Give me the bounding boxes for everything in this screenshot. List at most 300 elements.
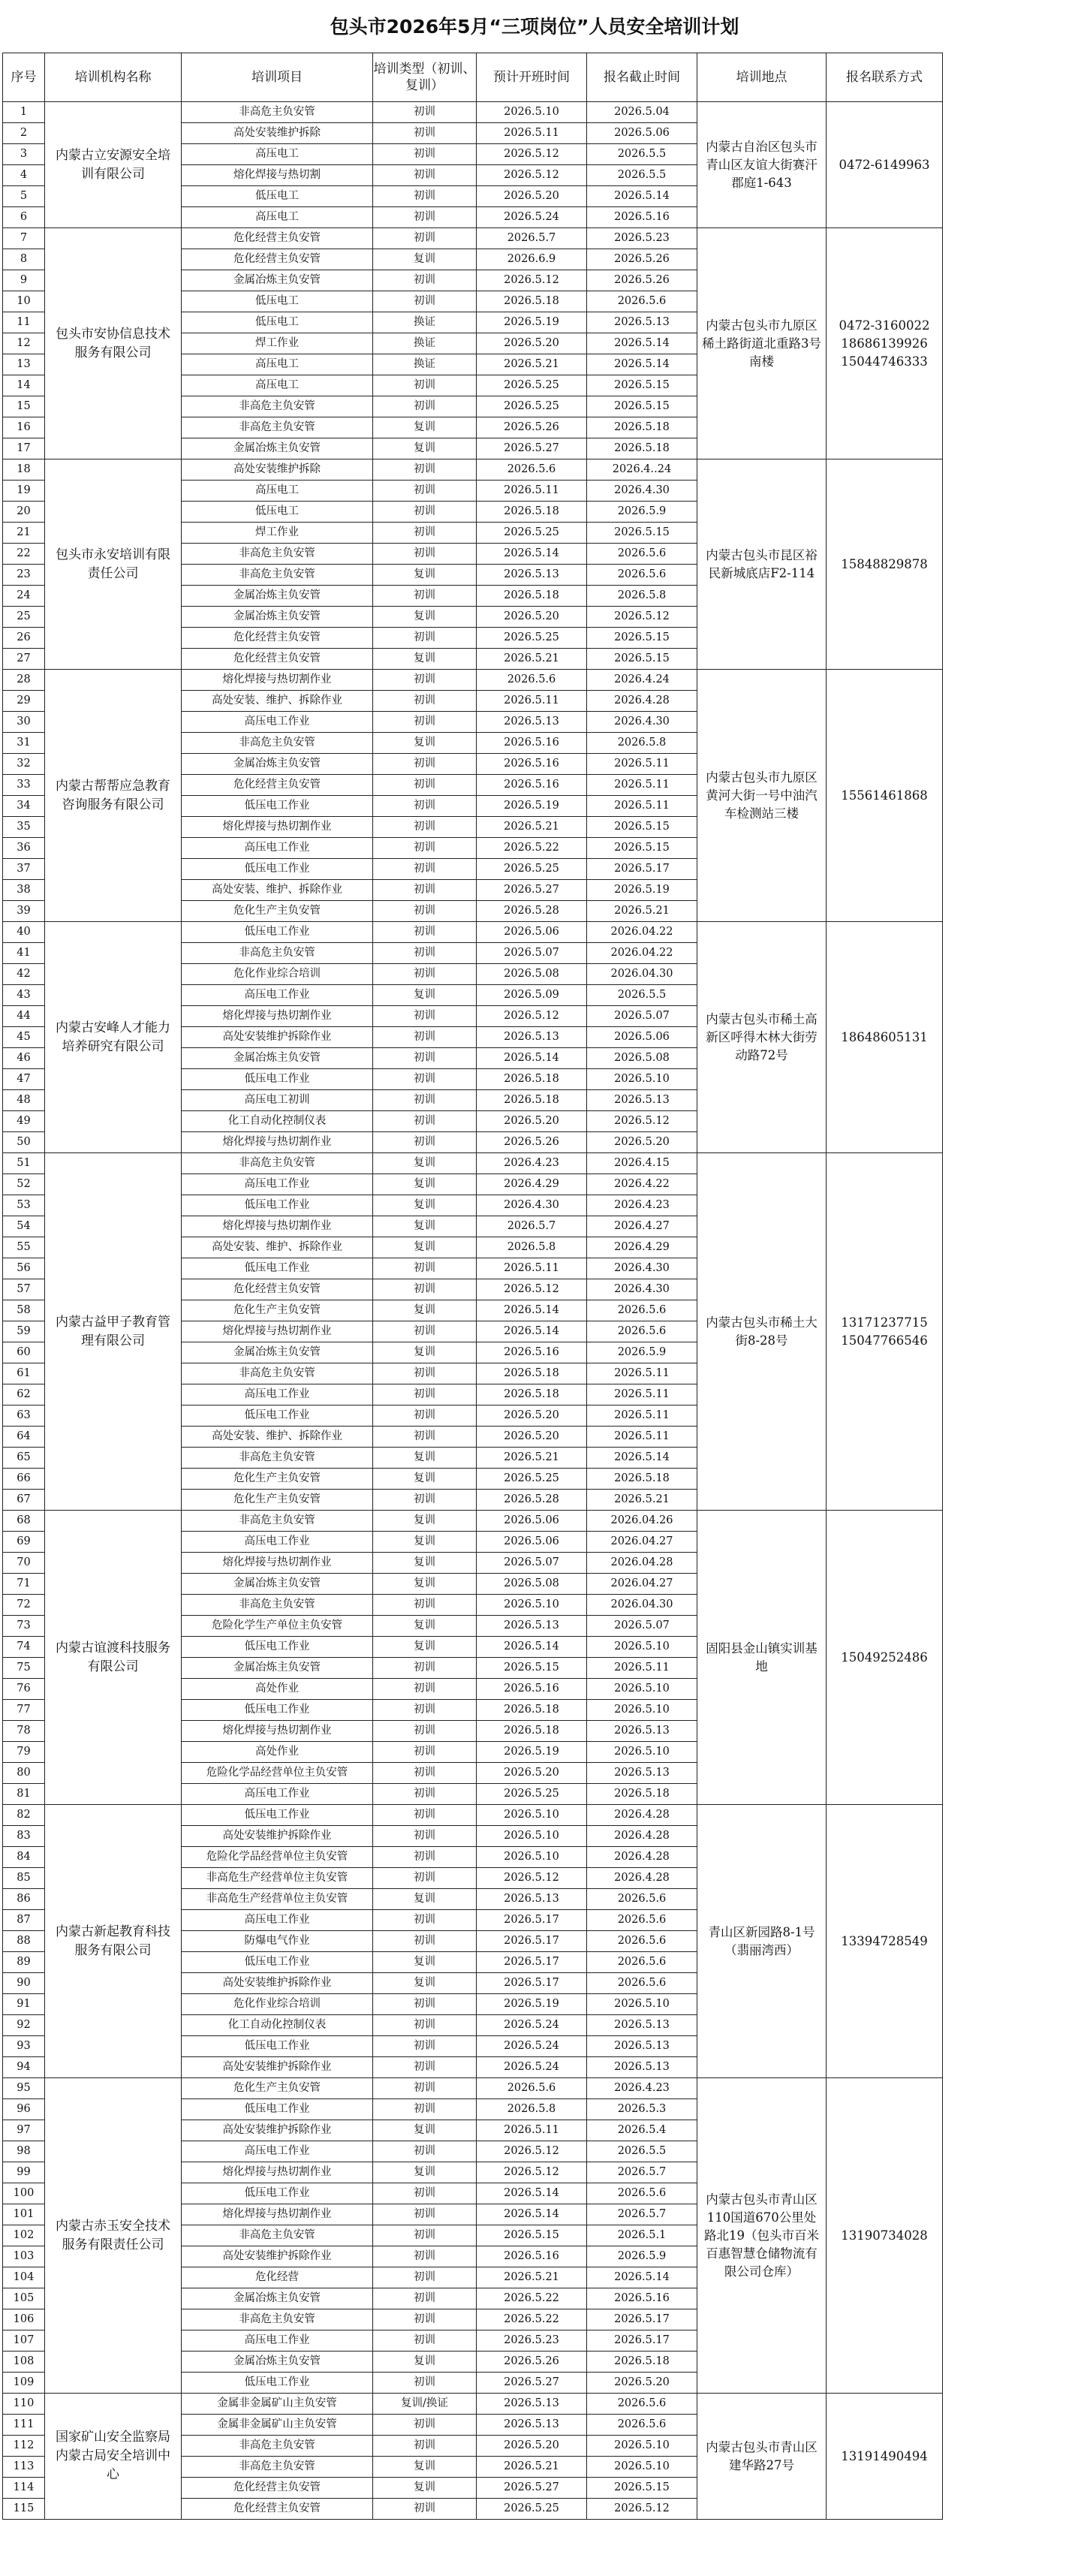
training-type: 复训: [373, 1511, 477, 1532]
row-seq: 71: [3, 1574, 45, 1595]
row-seq: 5: [3, 186, 45, 207]
start-date: 2026.5.11: [477, 123, 587, 144]
row-seq: 34: [3, 796, 45, 817]
training-item: 低压电工作业: [182, 1258, 373, 1279]
row-seq: 22: [3, 544, 45, 565]
start-date: 2026.5.19: [477, 1994, 587, 2015]
start-date: 2026.5.13: [477, 1027, 587, 1048]
table-row: [3, 2078, 943, 2099]
start-date: 2026.5.18: [477, 1384, 587, 1406]
row-seq: 27: [3, 649, 45, 670]
row-seq: 39: [3, 901, 45, 922]
row-seq: 11: [3, 312, 45, 333]
start-date: 2026.5.25: [477, 628, 587, 649]
start-date: 2026.5.18: [477, 1069, 587, 1090]
start-date: 2026.5.28: [477, 1490, 587, 1511]
training-item: 熔化焊接与热切割作业: [182, 1321, 373, 1342]
training-type: 初训: [373, 1027, 477, 1048]
training-type: 初训: [373, 2015, 477, 2036]
training-type: 初训: [373, 2036, 477, 2057]
header-row: [3, 53, 943, 102]
training-type: 复训: [373, 1889, 477, 1910]
deadline-date: 2026.5.06: [587, 123, 697, 144]
start-date: 2026.5.19: [477, 1742, 587, 1763]
training-item: 危化经营主负安管: [182, 775, 373, 796]
row-seq: 82: [3, 1805, 45, 1826]
start-date: 2026.5.14: [477, 544, 587, 565]
training-item: 熔化焊接与热切割作业: [182, 1721, 373, 1742]
training-item: 高处作业: [182, 1679, 373, 1700]
start-date: 2026.5.12: [477, 144, 587, 165]
location-cell: 内蒙古包头市稀土高新区呼得木林大街劳动路72号: [697, 922, 827, 1153]
training-item: 高压电工作业: [182, 2330, 373, 2352]
deadline-date: 2026.04.27: [587, 1574, 697, 1595]
deadline-date: 2026.5.16: [587, 2288, 697, 2309]
training-type: 初训: [373, 1910, 477, 1931]
row-seq: 87: [3, 1910, 45, 1931]
row-seq: 84: [3, 1847, 45, 1868]
contact-cell: 13394728549: [827, 1805, 943, 2078]
deadline-date: 2026.5.7: [587, 2204, 697, 2225]
table-row: [3, 102, 943, 123]
start-date: 2026.5.06: [477, 922, 587, 943]
contact-cell: 13191490494: [827, 2394, 943, 2520]
row-seq: 59: [3, 1321, 45, 1342]
training-item: 高压电工作业: [182, 1384, 373, 1406]
row-seq: 62: [3, 1384, 45, 1406]
training-type: 初训: [373, 502, 477, 523]
start-date: 2026.5.25: [477, 859, 587, 880]
deadline-date: 2026.5.17: [587, 2330, 697, 2352]
training-type: 复训: [373, 1300, 477, 1321]
contact-cell: 13171237715 15047766546: [827, 1153, 943, 1511]
training-item: 低压电工作业: [182, 1805, 373, 1826]
contact-cell: 15848829878: [827, 459, 943, 670]
training-type: 初训: [373, 2141, 477, 2162]
start-date: 2026.5.18: [477, 1700, 587, 1721]
deadline-date: 2026.04.28: [587, 1553, 697, 1574]
row-seq: 23: [3, 565, 45, 586]
table-row: [3, 670, 943, 691]
deadline-date: 2026.5.11: [587, 1406, 697, 1427]
row-seq: 36: [3, 838, 45, 859]
start-date: 2026.5.21: [477, 649, 587, 670]
start-date: 2026.5.20: [477, 1763, 587, 1784]
training-item: 非高危主负安管: [182, 1363, 373, 1384]
row-seq: 41: [3, 943, 45, 964]
training-type: 初训: [373, 901, 477, 922]
training-type: 复训: [373, 2478, 477, 2499]
row-seq: 76: [3, 1679, 45, 1700]
deadline-date: 2026.5.11: [587, 1363, 697, 1384]
row-seq: 103: [3, 2246, 45, 2267]
training-item: 金属冶炼主负安管: [182, 586, 373, 607]
training-type: 初训: [373, 144, 477, 165]
training-type: 初训: [373, 1679, 477, 1700]
start-date: 2026.5.19: [477, 796, 587, 817]
row-seq: 73: [3, 1616, 45, 1637]
training-item: 非高危主负安管: [182, 943, 373, 964]
training-type: 初训: [373, 102, 477, 123]
row-seq: 20: [3, 502, 45, 523]
row-seq: 108: [3, 2352, 45, 2373]
row-seq: 12: [3, 333, 45, 354]
start-date: 2026.5.06: [477, 1532, 587, 1553]
deadline-date: 2026.5.13: [587, 312, 697, 333]
row-seq: 10: [3, 291, 45, 312]
org-name-cell: 包头市安协信息技术服务有限公司: [45, 228, 182, 459]
training-item: 低压电工作业: [182, 796, 373, 817]
training-type: 初训: [373, 1868, 477, 1889]
training-type: 初训: [373, 2225, 477, 2246]
training-type: 换证: [373, 354, 477, 375]
row-seq: 112: [3, 2436, 45, 2457]
training-item: 低压电工作业: [182, 1406, 373, 1427]
training-item: 非高危主负安管: [182, 544, 373, 565]
training-item: 低压电工作业: [182, 1637, 373, 1658]
start-date: 2026.5.11: [477, 481, 587, 502]
training-item: 高压电工: [182, 144, 373, 165]
start-date: 2026.5.23: [477, 2330, 587, 2352]
header-org: 培训机构名称: [45, 53, 182, 102]
row-seq: 44: [3, 1006, 45, 1027]
deadline-date: 2026.5.20: [587, 1132, 697, 1153]
header-start: 预计开班时间: [477, 53, 587, 102]
start-date: 2026.5.08: [477, 1574, 587, 1595]
row-seq: 90: [3, 1973, 45, 1994]
start-date: 2026.5.06: [477, 1511, 587, 1532]
training-item: 熔化焊接与热切割作业: [182, 670, 373, 691]
row-seq: 53: [3, 1195, 45, 1216]
row-seq: 8: [3, 249, 45, 270]
training-type: 初训: [373, 544, 477, 565]
training-item: 高压电工: [182, 354, 373, 375]
start-date: 2026.5.14: [477, 1300, 587, 1321]
start-date: 2026.5.20: [477, 333, 587, 354]
row-seq: 37: [3, 859, 45, 880]
training-type: 复训/换证: [373, 2394, 477, 2415]
row-seq: 97: [3, 2120, 45, 2141]
start-date: 2026.5.15: [477, 1658, 587, 1679]
contact-cell: 0472-3160022 18686139926 15044746333: [827, 228, 943, 459]
training-type: 初训: [373, 2183, 477, 2204]
row-seq: 14: [3, 375, 45, 396]
start-date: 2026.5.10: [477, 1826, 587, 1847]
row-seq: 25: [3, 607, 45, 628]
training-type: 初训: [373, 2204, 477, 2225]
start-date: 2026.5.27: [477, 2478, 587, 2499]
deadline-date: 2026.5.17: [587, 859, 697, 880]
deadline-date: 2026.5.10: [587, 2436, 697, 2457]
location-cell: 内蒙古包头市青山区建华路27号: [697, 2394, 827, 2520]
start-date: 2026.5.07: [477, 1553, 587, 1574]
row-seq: 110: [3, 2394, 45, 2415]
training-item: 非高危主负安管: [182, 2436, 373, 2457]
row-seq: 58: [3, 1300, 45, 1321]
row-seq: 61: [3, 1363, 45, 1384]
deadline-date: 2026.5.14: [587, 1448, 697, 1469]
training-item: 熔化焊接与热切割作业: [182, 1006, 373, 1027]
start-date: 2026.5.8: [477, 2099, 587, 2120]
start-date: 2026.5.14: [477, 1637, 587, 1658]
training-type: 复训: [373, 985, 477, 1006]
deadline-date: 2026.5.18: [587, 1784, 697, 1805]
start-date: 2026.5.24: [477, 2036, 587, 2057]
table-row: [3, 1511, 943, 1532]
contact-cell: 13190734028: [827, 2078, 943, 2394]
training-item: 高压电工作业: [182, 1784, 373, 1805]
start-date: 2026.5.13: [477, 712, 587, 733]
training-item: 高处安装维护拆除作业: [182, 2057, 373, 2078]
training-type: 初训: [373, 838, 477, 859]
org-name-cell: 内蒙古新起教育科技服务有限公司: [45, 1805, 182, 2078]
start-date: 2026.5.12: [477, 1279, 587, 1300]
training-item: 金属非金属矿山主负安管: [182, 2394, 373, 2415]
training-type: 初训: [373, 1805, 477, 1826]
start-date: 2026.5.14: [477, 1321, 587, 1342]
row-seq: 109: [3, 2373, 45, 2394]
start-date: 2026.5.17: [477, 1952, 587, 1973]
deadline-date: 2026.5.6: [587, 1889, 697, 1910]
row-seq: 47: [3, 1069, 45, 1090]
deadline-date: 2026.5.11: [587, 1658, 697, 1679]
training-type: 复训: [373, 1616, 477, 1637]
start-date: 2026.5.22: [477, 838, 587, 859]
start-date: 2026.5.6: [477, 2078, 587, 2099]
training-item: 高压电工作业: [182, 985, 373, 1006]
deadline-date: 2026.5.07: [587, 1006, 697, 1027]
training-item: 高处安装、维护、拆除作业: [182, 691, 373, 712]
org-name-cell: 内蒙古安峰人才能力培养研究有限公司: [45, 922, 182, 1153]
row-seq: 31: [3, 733, 45, 754]
training-type: 复训: [373, 1973, 477, 1994]
training-type: 换证: [373, 312, 477, 333]
row-seq: 86: [3, 1889, 45, 1910]
row-seq: 64: [3, 1427, 45, 1448]
start-date: 2026.5.14: [477, 2183, 587, 2204]
row-seq: 91: [3, 1994, 45, 2015]
start-date: 2026.5.16: [477, 754, 587, 775]
training-type: 初训: [373, 1994, 477, 2015]
training-type: 初训: [373, 712, 477, 733]
training-item: 熔化焊接与热切割作业: [182, 1553, 373, 1574]
training-type: 初训: [373, 2330, 477, 2352]
training-type: 初训: [373, 1595, 477, 1616]
row-seq: 93: [3, 2036, 45, 2057]
deadline-date: 2026.4.29: [587, 1237, 697, 1258]
row-seq: 33: [3, 775, 45, 796]
deadline-date: 2026.04.27: [587, 1532, 697, 1553]
row-seq: 65: [3, 1448, 45, 1469]
training-item: 危化生产主负安管: [182, 2078, 373, 2099]
start-date: 2026.5.12: [477, 165, 587, 186]
deadline-date: 2026.5.14: [587, 333, 697, 354]
row-seq: 92: [3, 2015, 45, 2036]
org-name-cell: 内蒙古帮帮应急教育咨询服务有限公司: [45, 670, 182, 922]
deadline-date: 2026.5.9: [587, 1342, 697, 1363]
contact-cell: 15561461868: [827, 670, 943, 922]
training-type: 初训: [373, 2288, 477, 2309]
deadline-date: 2026.5.14: [587, 2267, 697, 2288]
start-date: 2026.5.15: [477, 2225, 587, 2246]
start-date: 2026.4.29: [477, 1174, 587, 1195]
training-item: 高处作业: [182, 1742, 373, 1763]
training-type: 初训: [373, 1721, 477, 1742]
deadline-date: 2026.4.22: [587, 1174, 697, 1195]
start-date: 2026.5.18: [477, 1363, 587, 1384]
training-type: 初训: [373, 1258, 477, 1279]
training-item: 危险化学品经营单位主负安管: [182, 1763, 373, 1784]
training-item: 熔化焊接与热切割作业: [182, 817, 373, 838]
training-type: 初训: [373, 964, 477, 985]
deadline-date: 2026.5.18: [587, 438, 697, 459]
training-type: 复训: [373, 1153, 477, 1174]
location-cell: 青山区新园路8-1号（翡丽湾西）: [697, 1805, 827, 2078]
start-date: 2026.5.11: [477, 691, 587, 712]
start-date: 2026.5.27: [477, 2373, 587, 2394]
training-type: 初训: [373, 1111, 477, 1132]
start-date: 2026.5.18: [477, 1090, 587, 1111]
location-cell: 内蒙古包头市九原区黄河大街一号中油汽车检测站三楼: [697, 670, 827, 922]
start-date: 2026.5.10: [477, 1595, 587, 1616]
row-seq: 9: [3, 270, 45, 291]
start-date: 2026.5.20: [477, 2436, 587, 2457]
deadline-date: 2026.5.15: [587, 2478, 697, 2499]
deadline-date: 2026.5.20: [587, 2373, 697, 2394]
start-date: 2026.5.26: [477, 417, 587, 438]
deadline-date: 2026.5.7: [587, 2162, 697, 2183]
start-date: 2026.5.19: [477, 312, 587, 333]
deadline-date: 2026.5.11: [587, 1427, 697, 1448]
deadline-date: 2026.5.04: [587, 102, 697, 123]
row-seq: 80: [3, 1763, 45, 1784]
training-type: 初训: [373, 1490, 477, 1511]
row-seq: 55: [3, 1237, 45, 1258]
start-date: 2026.5.7: [477, 1216, 587, 1237]
deadline-date: 2026.4.15: [587, 1153, 697, 1174]
deadline-date: 2026.5.5: [587, 2141, 697, 2162]
training-item: 非高危主负安管: [182, 396, 373, 417]
training-type: 复训: [373, 438, 477, 459]
training-type: 初训: [373, 859, 477, 880]
training-type: 复训: [373, 565, 477, 586]
row-seq: 43: [3, 985, 45, 1006]
training-item: 非高危主负安管: [182, 1595, 373, 1616]
deadline-date: 2026.5.1: [587, 2225, 697, 2246]
training-type: 初训: [373, 817, 477, 838]
deadline-date: 2026.5.11: [587, 1384, 697, 1406]
training-item: 焊工作业: [182, 333, 373, 354]
start-date: 2026.5.7: [477, 228, 587, 249]
start-date: 2026.5.21: [477, 354, 587, 375]
deadline-date: 2026.4.30: [587, 481, 697, 502]
deadline-date: 2026.5.15: [587, 523, 697, 544]
deadline-date: 2026.5.11: [587, 796, 697, 817]
training-type: 复训: [373, 2352, 477, 2373]
training-type: 复训: [373, 1952, 477, 1973]
deadline-date: 2026.5.6: [587, 1931, 697, 1952]
start-date: 2026.5.16: [477, 775, 587, 796]
table-body: [3, 102, 943, 2520]
training-item: 高压电工作业: [182, 838, 373, 859]
location-cell: 内蒙古自治区包头市青山区友谊大街赛汗郡庭1-643: [697, 102, 827, 228]
row-seq: 85: [3, 1868, 45, 1889]
training-item: 高压电工初训: [182, 1090, 373, 1111]
training-item: 低压电工: [182, 312, 373, 333]
training-item: 金属冶炼主负安管: [182, 438, 373, 459]
training-item: 熔化焊接与热切割作业: [182, 1216, 373, 1237]
training-type: 初训: [373, 2246, 477, 2267]
start-date: 2026.5.21: [477, 2457, 587, 2478]
training-item: 金属冶炼主负安管: [182, 754, 373, 775]
deadline-date: 2026.04.30: [587, 964, 697, 985]
training-item: 金属冶炼主负安管: [182, 2352, 373, 2373]
org-name-cell: 内蒙古立安源安全培训有限公司: [45, 102, 182, 228]
row-seq: 57: [3, 1279, 45, 1300]
deadline-date: 2026.5.8: [587, 733, 697, 754]
org-name-cell: 内蒙古益甲子教育管理有限公司: [45, 1153, 182, 1511]
training-item: 高处安装维护拆除: [182, 123, 373, 144]
training-type: 复训: [373, 1216, 477, 1237]
deadline-date: 2026.5.23: [587, 228, 697, 249]
training-type: 复训: [373, 733, 477, 754]
training-type: 初训: [373, 1700, 477, 1721]
row-seq: 21: [3, 523, 45, 544]
deadline-date: 2026.5.18: [587, 2352, 697, 2373]
start-date: 2026.5.28: [477, 901, 587, 922]
location-cell: 内蒙古包头市九原区稀土路街道北重路3号南楼: [697, 228, 827, 459]
row-seq: 15: [3, 396, 45, 417]
training-item: 非高危主负安管: [182, 1511, 373, 1532]
training-item: 高处安装、维护、拆除作业: [182, 1427, 373, 1448]
training-type: 初训: [373, 375, 477, 396]
deadline-date: 2026.4.27: [587, 1216, 697, 1237]
training-type: 初训: [373, 2499, 477, 2520]
training-item: 危化经营主负安管: [182, 1279, 373, 1300]
row-seq: 50: [3, 1132, 45, 1153]
deadline-date: 2026.5.6: [587, 1952, 697, 1973]
training-type: 初训: [373, 228, 477, 249]
training-item: 非高危主负安管: [182, 102, 373, 123]
training-type: 初训: [373, 270, 477, 291]
training-item: 危化经营主负安管: [182, 249, 373, 270]
deadline-date: 2026.4.28: [587, 691, 697, 712]
training-type: 复训: [373, 649, 477, 670]
row-seq: 104: [3, 2267, 45, 2288]
row-seq: 115: [3, 2499, 45, 2520]
start-date: 2026.5.21: [477, 2267, 587, 2288]
org-name-cell: 国家矿山安全监察局内蒙古局安全培训中心: [45, 2394, 182, 2520]
row-seq: 88: [3, 1931, 45, 1952]
row-seq: 70: [3, 1553, 45, 1574]
row-seq: 75: [3, 1658, 45, 1679]
start-date: 2026.5.6: [477, 670, 587, 691]
training-type: 复训: [373, 2162, 477, 2183]
start-date: 2026.5.20: [477, 1406, 587, 1427]
row-seq: 81: [3, 1784, 45, 1805]
deadline-date: 2026.5.3: [587, 2099, 697, 2120]
training-type: 初训: [373, 628, 477, 649]
deadline-date: 2026.5.6: [587, 1973, 697, 1994]
training-item: 熔化焊接与热切割作业: [182, 2162, 373, 2183]
row-seq: 98: [3, 2141, 45, 2162]
training-type: 换证: [373, 333, 477, 354]
training-item: 危化经营主负安管: [182, 228, 373, 249]
training-item: 焊工作业: [182, 523, 373, 544]
training-type: 初训: [373, 1321, 477, 1342]
deadline-date: 2026.5.26: [587, 249, 697, 270]
training-item: 金属冶炼主负安管: [182, 1574, 373, 1595]
